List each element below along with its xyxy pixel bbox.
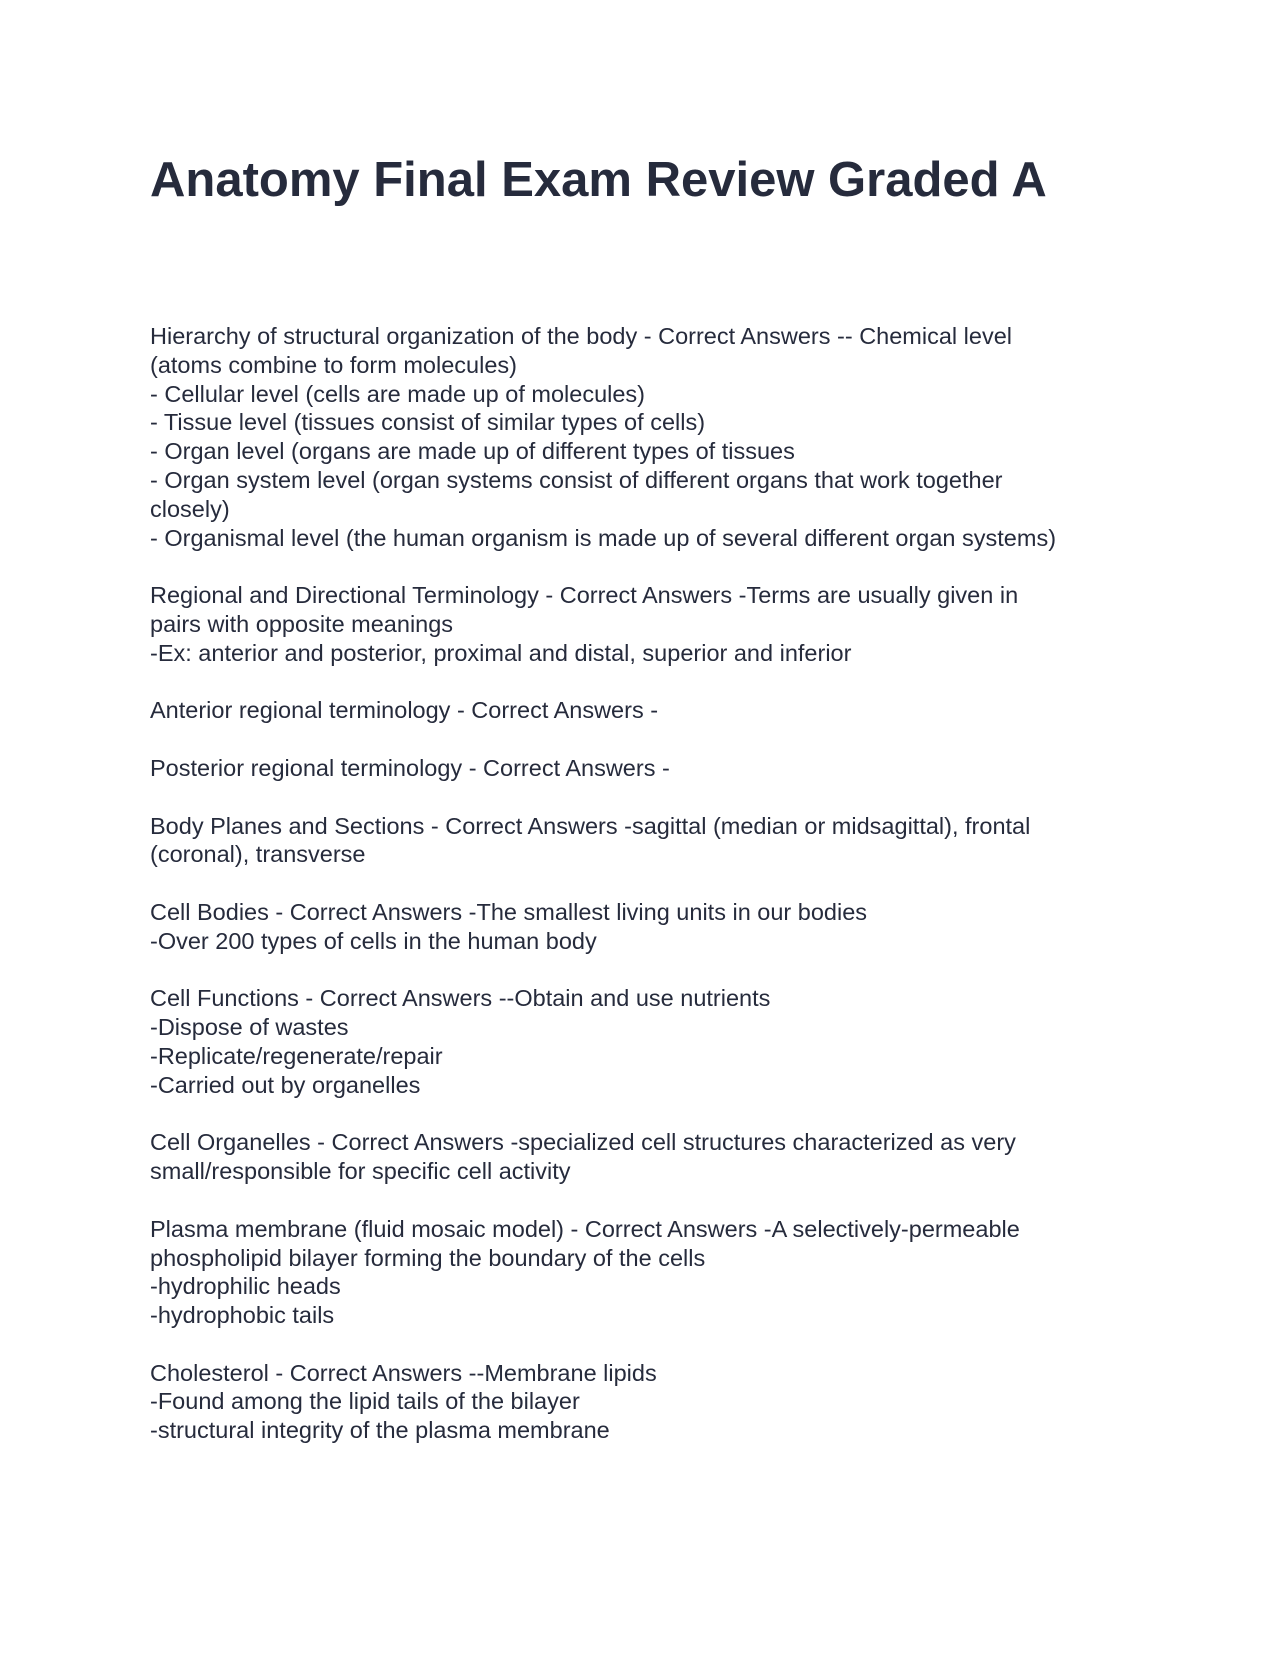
entry-spacer [150,552,1130,581]
entry-line: small/responsible for specific cell activity [150,1158,571,1185]
entry-line: -Over 200 types of cells in the human body [150,927,597,954]
entry-line: -Carried out by organelles [150,1071,421,1098]
entry-line: -Found among the lipid tails of the bilayer [150,1388,580,1415]
entry-line: closely) [150,495,230,522]
entry-line: - Tissue level (tissues consist of similar types of cells) [150,409,706,436]
entry-line: - Organismal level (the human organism is made up of several different organ systems) [150,524,1057,551]
entry-line: Cell Bodies - Correct Answers -The smallest living units in our bodies [150,898,868,925]
entry-spacer [150,956,1130,985]
entry-line: Regional and Directional Terminology - Correct Answers -Terms are usually given in [150,582,1019,609]
entry-line: (coronal), transverse [150,841,366,868]
entry-line: Cholesterol - Correct Answers --Membrane lipids [150,1359,657,1386]
entry-spacer [150,725,1130,754]
entry-spacer [150,1186,1130,1215]
entry-line: Hierarchy of structural organization of the body - Correct Answers -- Chemical level [150,323,1013,349]
entry-line: pairs with opposite meanings [150,610,454,637]
entry-line: - Organ system level (organ systems consist of different organs that work together [150,466,1003,493]
entry-hierarchy [150,322,1130,552]
entry-line: Cell Functions - Correct Answers --Obtain and use nutrients [150,985,771,1012]
entry-line: (atoms combine to form molecules) [150,351,517,378]
entry-line: -structural integrity of the plasma membrane [150,1417,610,1444]
document-body [150,322,1130,1445]
entry-plasma-membrane [150,1215,1130,1330]
entry-line: Plasma membrane (fluid mosaic model) - Correct Answers -A selectively-permeable [150,1215,1020,1242]
entry-line: -hydrophobic tails [150,1302,335,1329]
document-title: Anatomy Final Exam Review Graded A [150,153,1047,207]
entry-line: - Organ level (organs are made up of different types of tissues [150,438,795,465]
entry-line: -Replicate/regenerate/repair [150,1042,443,1069]
entry-anterior [150,696,1130,725]
entry-line: Cell Organelles - Correct Answers -specialized cell structures characterized as very [150,1129,1016,1156]
entry-cell-bodies [150,898,1130,956]
entry-cell-organelles [150,1128,1130,1186]
entry-line: phospholipid bilayer forming the boundary of the cells [150,1244,706,1271]
entry-spacer [150,1330,1130,1359]
entry-spacer [150,1100,1130,1129]
entry-line: - Cellular level (cells are made up of molecules) [150,380,646,407]
entry-posterior [150,754,1130,783]
entry-line: -Ex: anterior and posterior, proximal and distal, superior and inferior [150,639,852,666]
entry-regional-directional [150,581,1130,667]
entry-line: Posterior regional terminology - Correct Answers - [150,754,670,781]
entry-spacer [150,668,1130,697]
entry-line: -hydrophilic heads [150,1273,341,1300]
entry-line: Anterior regional terminology - Correct Answers - [150,697,659,724]
entry-spacer [150,783,1130,812]
entry-cholesterol [150,1359,1130,1445]
entry-line: Body Planes and Sections - Correct Answers -sagittal (median or midsagittal), frontal [150,812,1031,839]
entry-cell-functions [150,984,1130,1099]
entry-body-planes [150,812,1130,870]
entry-line: -Dispose of wastes [150,1014,349,1041]
entry-spacer [150,869,1130,898]
